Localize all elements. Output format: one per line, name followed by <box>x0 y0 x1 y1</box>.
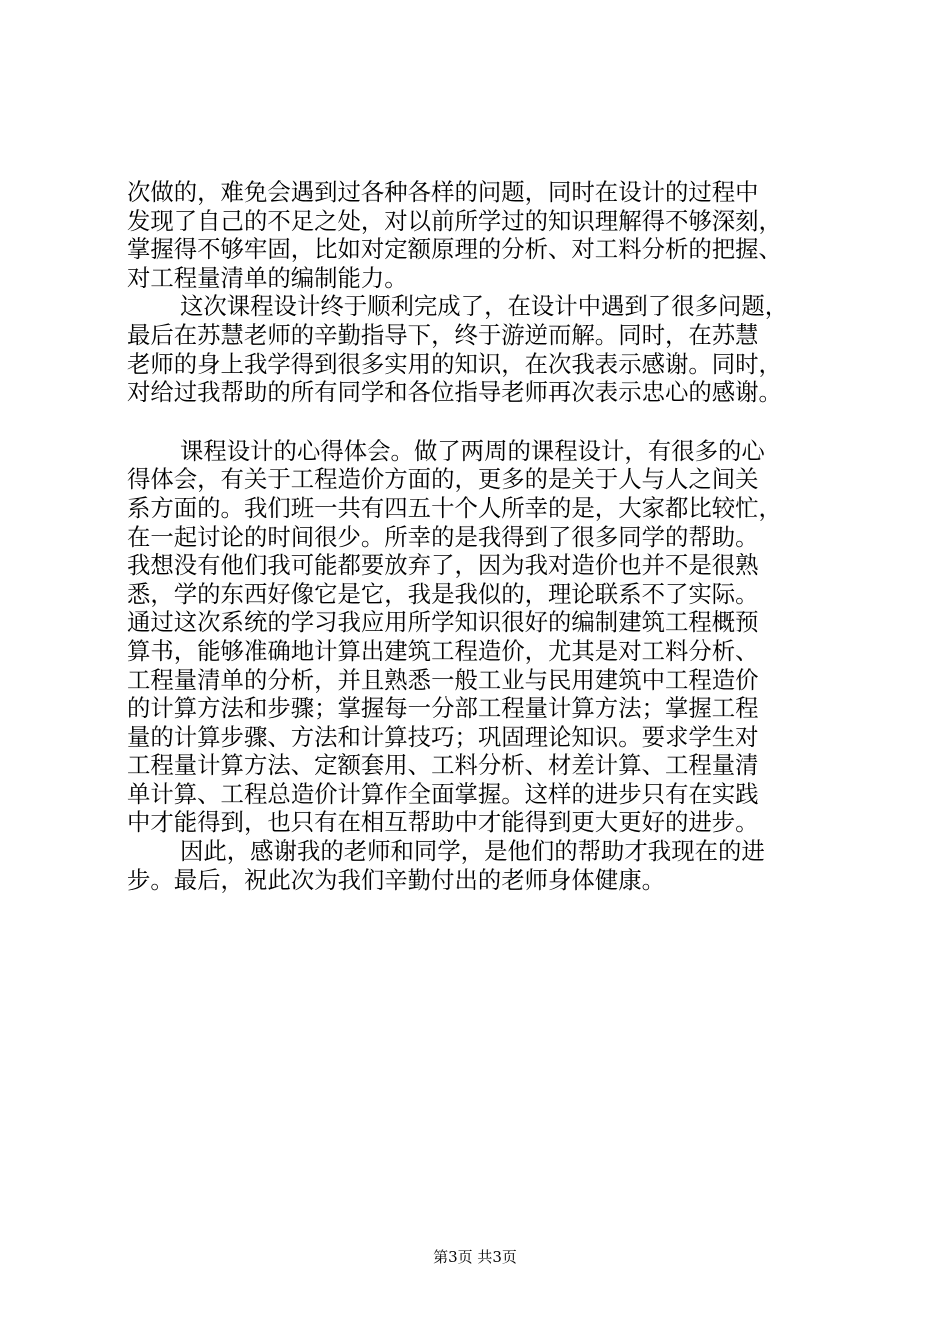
text-line: 悉，学的东西好像它是它，我是我似的，理论联系不了实际。 <box>127 579 759 608</box>
text-line: 次做的，难免会遇到过各种各样的问题，同时在设计的过程中 <box>127 178 759 206</box>
paragraph-3 <box>127 437 847 837</box>
text-line: 通过这次系统的学习我应用所学知识很好的编制建筑工程概预 <box>127 608 759 637</box>
text-line: 课程设计的心得体会。做了两周的课程设计，有很多的心 <box>180 436 765 465</box>
paragraph-spacer <box>127 407 847 437</box>
text-line: 单计算、工程总造价计算作全面掌握。这样的进步只有在实践 <box>127 779 759 808</box>
text-line: 工程量清单的分析，并且熟悉一般工业与民用建筑中工程造价 <box>127 665 759 694</box>
text-line: 中才能得到，也只有在相互帮助中才能得到更大更好的进步。 <box>127 808 759 837</box>
paragraph-2 <box>127 292 847 406</box>
paragraph-4 <box>127 837 847 894</box>
text-line: 老师的身上我学得到很多实用的知识，在次我表示感谢。同时， <box>127 349 782 378</box>
text-line: 对工程量清单的编制能力。 <box>127 263 408 292</box>
text-line: 在一起讨论的时间很少。所幸的是我得到了很多同学的帮助。 <box>127 522 759 551</box>
text-line: 的计算方法和步骤；掌握每一分部工程量计算方法；掌握工程 <box>127 694 759 723</box>
text-line: 掌握得不够牢固，比如对定额原理的分析、对工料分析的把握、 <box>127 235 782 264</box>
text-line: 这次课程设计终于顺利完成了，在设计中遇到了很多问题， <box>180 292 789 321</box>
text-line: 最后在苏慧老师的辛勤指导下，终于游逆而解。同时，在苏慧 <box>127 320 759 349</box>
text-line: 工程量计算方法、定额套用、工料分析、材差计算、工程量清 <box>127 751 759 780</box>
text-line: 因此，感谢我的老师和同学，是他们的帮助才我现在的进 <box>180 837 765 866</box>
paragraph-1 <box>127 178 847 292</box>
text-line: 算书，能够准确地计算出建筑工程造价，尤其是对工料分析、 <box>127 636 759 665</box>
text-line: 步。最后，祝此次为我们辛勤付出的老师身体健康。 <box>127 865 665 894</box>
text-line: 量的计算步骤、方法和计算技巧；巩固理论知识。要求学生对 <box>127 722 759 751</box>
text-line: 发现了自己的不足之处，对以前所学过的知识理解得不够深刻， <box>127 206 782 235</box>
page-number-footer: 第3页 共3页 <box>433 1248 517 1266</box>
text-line: 得体会，有关于工程造价方面的，更多的是关于人与人之间关 <box>127 465 759 494</box>
text-line: 我想没有他们我可能都要放弃了，因为我对造价也并不是很熟 <box>127 551 759 580</box>
text-line: 系方面的。我们班一共有四五十个人所幸的是，大家都比较忙， <box>127 493 782 522</box>
document-body <box>127 178 847 894</box>
text-line: 对给过我帮助的所有同学和各位指导老师再次表示忠心的感谢。 <box>127 378 782 407</box>
